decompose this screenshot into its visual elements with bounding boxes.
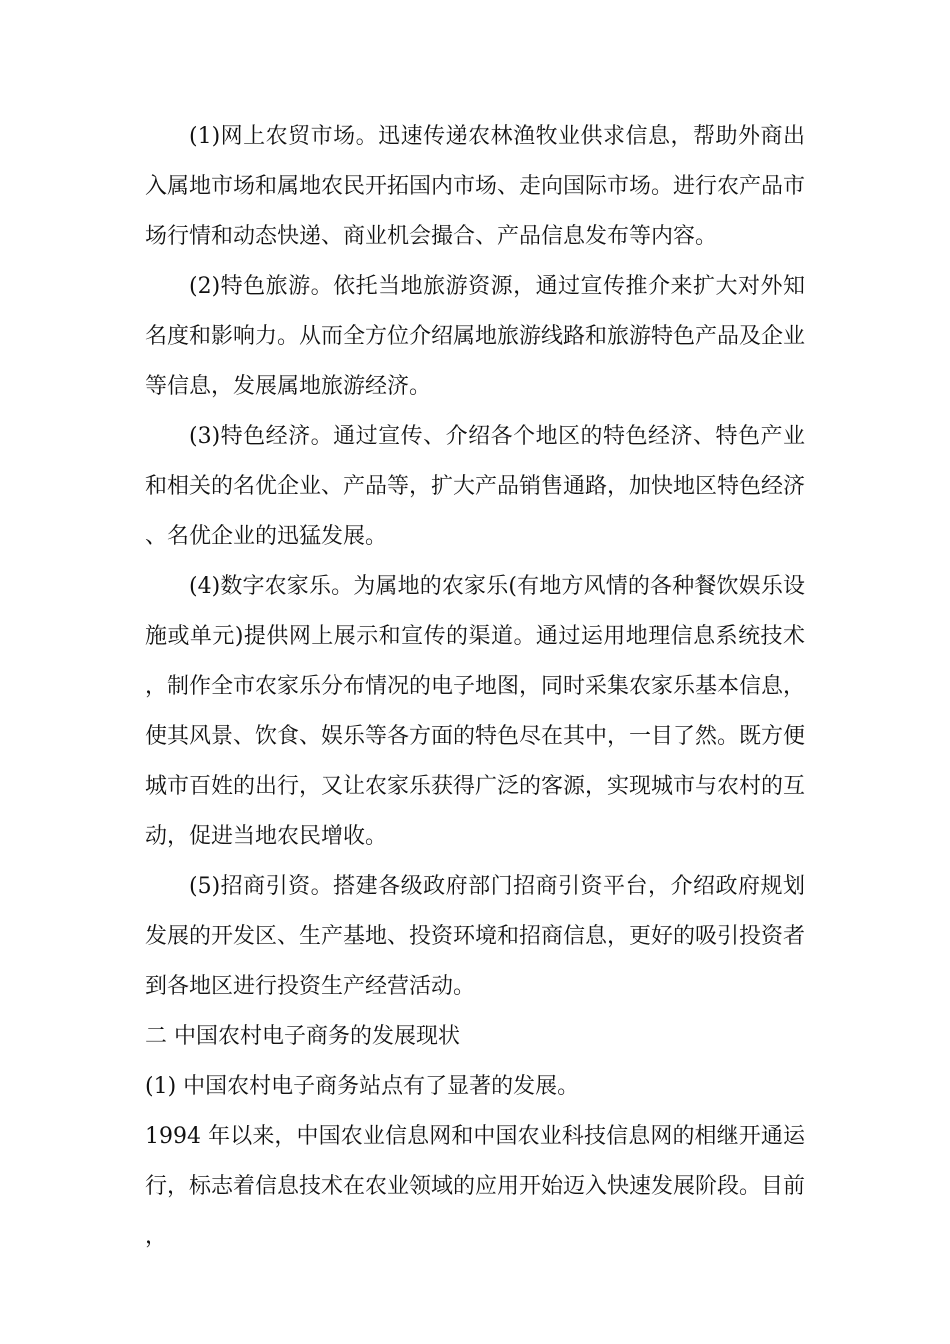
paragraph-digital-farmstay: (4)数字农家乐。为属地的农家乐(有地方风情的各种餐饮娱乐设施或单元)提供网上展示和宣传的渠道。通过运用地理信息系统技术，制作全市农家乐分布情况的电子地图，同时采集农家乐基本信息，使其风景、饮食、娱乐等各方面的特色尽在其中，一目了然。既方便城市百姓的出行，又让农家乐获得广泛的客源，实现城市与农村的互动，促进当地农民增收。 <box>145 574 806 849</box>
paragraph-featured-tourism: (2)特色旅游。依托当地旅游资源，通过宣传推介来扩大对外知名度和影响力。从而全方位介绍属地旅游线路和旅游特色产品及企业等信息，发展属地旅游经济。 <box>145 274 806 399</box>
paragraph-investment-promotion: (5)招商引资。搭建各级政府部门招商引资平台，介绍政府规划发展的开发区、生产基地、投资环境和招商信息，更好的吸引投资者到各地区进行投资生产经营活动。 <box>145 874 806 999</box>
section-heading: 二 中国农村电子商务的发展现状 <box>145 1024 460 1049</box>
paragraph-online-agri-market: (1)网上农贸市场。迅速传递农林渔牧业供求信息，帮助外商出入属地市场和属地农民开拓国内市场、走向国际市场。进行农产品市场行情和动态快递、商业机会撮合、产品信息发布等内容。 <box>145 124 806 249</box>
paragraph-featured-economy: (3)特色经济。通过宣传、介绍各个地区的特色经济、特色产业和相关的名优企业、产品等，扩大产品销售通路，加快地区特色经济、名优企业的迅猛发展。 <box>145 424 806 549</box>
paragraph-development-history: 1994 年以来，中国农业信息网和中国农业科技信息网的相继开通运行，标志着信息技术在农业领域的应用开始迈入快速发展阶段。目前， <box>145 1124 806 1249</box>
document-body <box>145 112 805 1262</box>
subsection-heading: (1) 中国农村电子商务站点有了显著的发展。 <box>145 1074 580 1099</box>
